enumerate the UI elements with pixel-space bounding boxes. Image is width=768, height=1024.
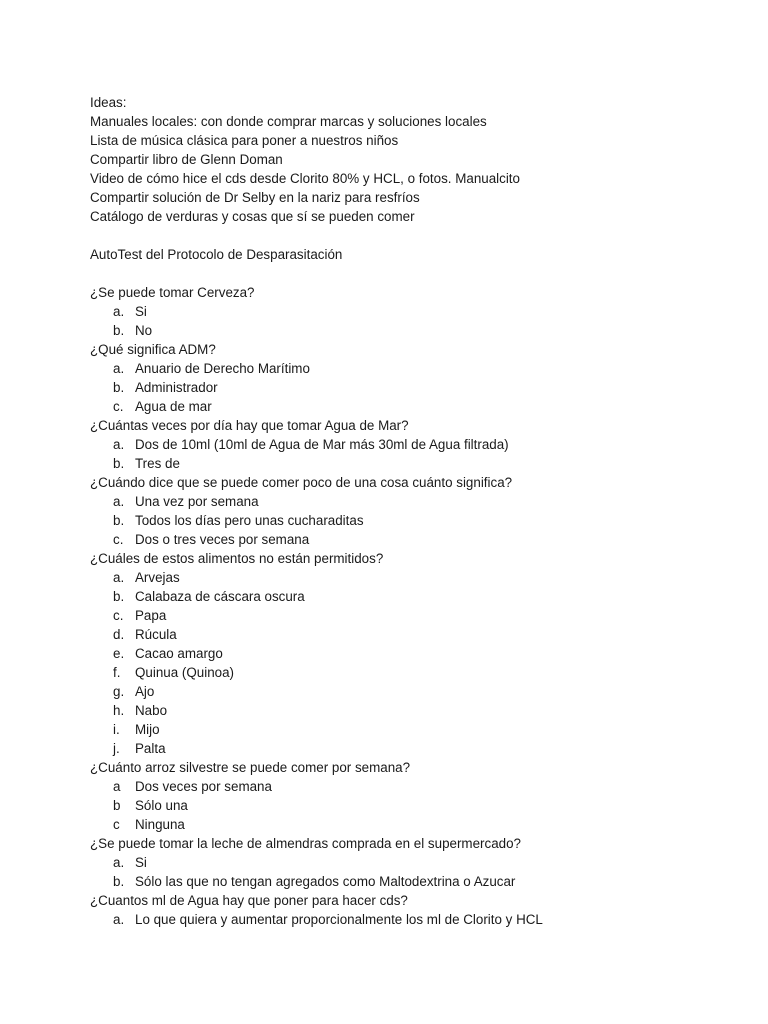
question-block — [90, 891, 740, 929]
option-label: b. — [113, 380, 125, 395]
question-text: ¿Cuándo dice que se puede comer poco de una cosa cuánto significa? — [90, 475, 513, 490]
option-label: d. — [113, 627, 125, 642]
ideas-heading: Ideas: — [90, 95, 127, 110]
option-text: Anuario de Derecho Marítimo — [135, 361, 310, 376]
question-block — [90, 283, 740, 340]
option-label: j. — [113, 741, 120, 756]
option-label: b. — [113, 874, 125, 889]
answer-option — [90, 777, 740, 796]
question-block — [90, 758, 740, 834]
option-text: Sólo las que no tengan agregados como Maltodextrina o Azucar — [135, 874, 516, 889]
question-text: ¿Cuánto arroz silvestre se puede comer por semana? — [90, 760, 411, 775]
idea-item: Compartir solución de Dr Selby en la nariz para resfríos — [90, 190, 420, 205]
ideas-list — [90, 112, 740, 226]
option-text: No — [135, 323, 153, 338]
option-label: c. — [113, 608, 124, 623]
idea-item: Catálogo de verduras y cosas que sí se pueden comer — [90, 209, 415, 224]
option-label: h. — [113, 703, 125, 718]
answer-option — [90, 321, 740, 340]
questions-list — [90, 283, 740, 929]
option-text: Rúcula — [135, 627, 177, 642]
option-label: a — [113, 779, 121, 794]
blank-line — [90, 264, 740, 283]
question-block — [90, 834, 740, 891]
autotest-title: AutoTest del Protocolo de Desparasitación — [90, 247, 343, 262]
option-text: Todos los días pero unas cucharaditas — [135, 513, 364, 528]
option-label: a. — [113, 494, 125, 509]
answer-option — [90, 435, 740, 454]
option-label: a. — [113, 304, 125, 319]
answer-option — [90, 378, 740, 397]
answer-option — [90, 359, 740, 378]
option-text: Sólo una — [135, 798, 188, 813]
question-block — [90, 416, 740, 473]
option-text: Quinua (Quinoa) — [135, 665, 234, 680]
document-body — [90, 93, 740, 929]
option-text: Una vez por semana — [135, 494, 259, 509]
blank-line — [90, 226, 740, 245]
answer-option — [90, 625, 740, 644]
option-text: Si — [135, 304, 147, 319]
answer-option — [90, 644, 740, 663]
answer-option — [90, 739, 740, 758]
option-text: Palta — [135, 741, 166, 756]
answer-option — [90, 454, 740, 473]
question-block — [90, 549, 740, 758]
option-label: b. — [113, 513, 125, 528]
option-text: Tres de — [135, 456, 180, 471]
option-label: a. — [113, 855, 125, 870]
answer-option — [90, 302, 740, 321]
question-text: ¿Cuantos ml de Agua hay que poner para hacer cds? — [90, 893, 408, 908]
answer-option — [90, 663, 740, 682]
answer-option — [90, 853, 740, 872]
option-label: a. — [113, 437, 125, 452]
option-text: Arvejas — [135, 570, 180, 585]
answer-option — [90, 910, 740, 929]
option-label: c. — [113, 399, 124, 414]
answer-option — [90, 720, 740, 739]
option-label: b. — [113, 589, 125, 604]
option-label: b — [113, 798, 121, 813]
option-text: Lo que quiera y aumentar proporcionalmente los ml de Clorito y HCL — [135, 912, 543, 927]
option-label: c — [113, 817, 120, 832]
option-text: Papa — [135, 608, 167, 623]
answer-option — [90, 568, 740, 587]
option-text: Mijo — [135, 722, 160, 737]
option-text: Ajo — [135, 684, 155, 699]
question-block — [90, 340, 740, 416]
question-text: ¿Cuántas veces por día hay que tomar Agua de Mar? — [90, 418, 409, 433]
option-label: a. — [113, 570, 125, 585]
idea-item: Compartir libro de Glenn Doman — [90, 152, 283, 167]
question-text: ¿Se puede tomar la leche de almendras comprada en el supermercado? — [90, 836, 521, 851]
option-label: e. — [113, 646, 125, 661]
answer-option — [90, 815, 740, 834]
option-label: f. — [113, 665, 121, 680]
answer-option — [90, 587, 740, 606]
question-text: ¿Qué significa ADM? — [90, 342, 216, 357]
answer-option — [90, 397, 740, 416]
option-text: Agua de mar — [135, 399, 212, 414]
option-text: Dos veces por semana — [135, 779, 272, 794]
idea-item: Lista de música clásica para poner a nuestros niños — [90, 133, 399, 148]
option-label: g. — [113, 684, 125, 699]
answer-option — [90, 530, 740, 549]
option-label: c. — [113, 532, 124, 547]
option-text: Dos de 10ml (10ml de Agua de Mar más 30ml de Agua filtrada) — [135, 437, 509, 452]
answer-option — [90, 682, 740, 701]
option-text: Ninguna — [135, 817, 185, 832]
option-text: Si — [135, 855, 147, 870]
option-label: a. — [113, 361, 125, 376]
idea-item: Video de cómo hice el cds desde Clorito 80% y HCL, o fotos. Manualcito — [90, 171, 520, 186]
answer-option — [90, 492, 740, 511]
question-text: ¿Se puede tomar Cerveza? — [90, 285, 255, 300]
option-text: Nabo — [135, 703, 168, 718]
option-text: Cacao amargo — [135, 646, 223, 661]
option-text: Calabaza de cáscara oscura — [135, 589, 305, 604]
answer-option — [90, 796, 740, 815]
option-label: b. — [113, 456, 125, 471]
answer-option — [90, 606, 740, 625]
answer-option — [90, 511, 740, 530]
option-text: Dos o tres veces por semana — [135, 532, 310, 547]
idea-item: Manuales locales: con donde comprar marcas y soluciones locales — [90, 114, 487, 129]
option-text: Administrador — [135, 380, 218, 395]
option-label: a. — [113, 912, 125, 927]
answer-option — [90, 872, 740, 891]
question-block — [90, 473, 740, 549]
option-label: i. — [113, 722, 120, 737]
question-text: ¿Cuáles de estos alimentos no están permitidos? — [90, 551, 384, 566]
answer-option — [90, 701, 740, 720]
option-label: b. — [113, 323, 125, 338]
